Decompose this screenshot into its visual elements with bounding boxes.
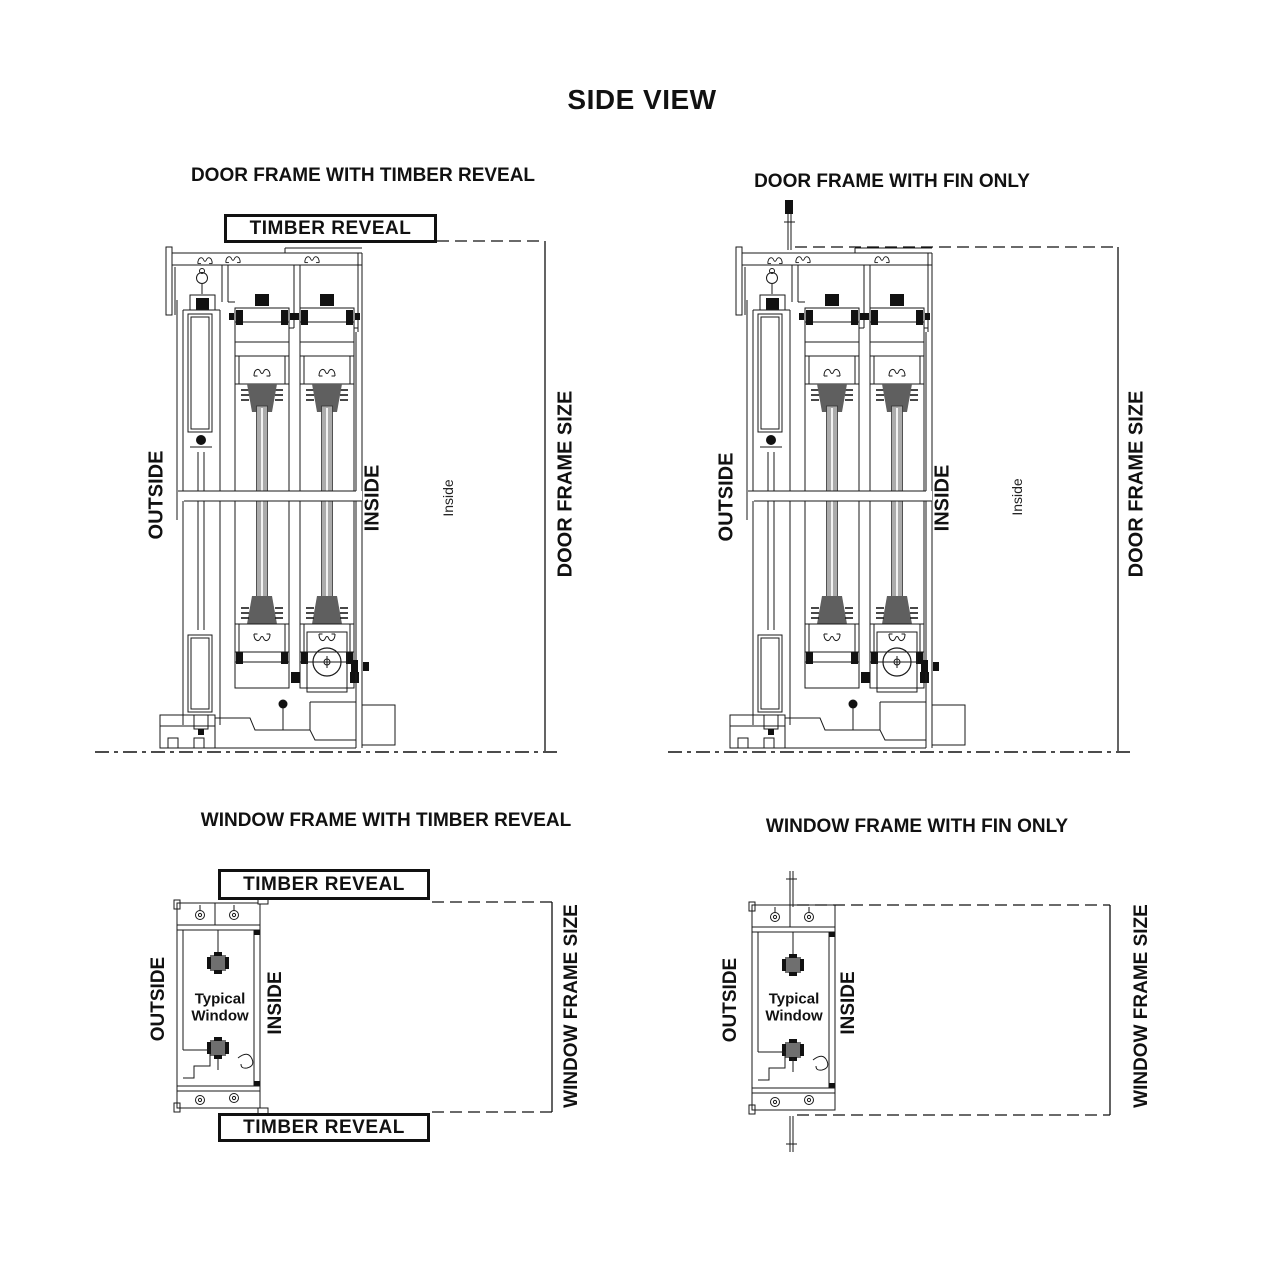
door-timber-inside-label: INSIDE bbox=[361, 464, 384, 532]
window-timber-outside-label: OUTSIDE bbox=[148, 956, 169, 1042]
door-timber-reveal-box: TIMBER REVEAL bbox=[224, 214, 437, 243]
window-timber-reveal-box-top: TIMBER REVEAL bbox=[218, 869, 430, 900]
door-fin-heading: DOOR FRAME WITH FIN ONLY bbox=[754, 171, 1030, 192]
door-fin-inside-annotation: Inside bbox=[1009, 478, 1025, 516]
door-fin-inside-label: INSIDE bbox=[931, 464, 954, 532]
door-fin-dimension-label: DOOR FRAME SIZE bbox=[1125, 390, 1148, 578]
window-timber-dimension-label: WINDOW FRAME SIZE bbox=[561, 904, 582, 1108]
door-timber-dimension-label: DOOR FRAME SIZE bbox=[554, 390, 577, 578]
door-timber-outside-label: OUTSIDE bbox=[145, 450, 168, 540]
window-fin-dimension-label: WINDOW FRAME SIZE bbox=[1131, 904, 1152, 1108]
window-fin-typical-window-note: Typical Window bbox=[765, 990, 823, 1024]
window-timber-inside-label: INSIDE bbox=[265, 971, 286, 1035]
window-timber-heading: WINDOW FRAME WITH TIMBER REVEAL bbox=[200, 810, 572, 831]
page-title: SIDE VIEW bbox=[567, 84, 717, 115]
window-timber-reveal-box-bottom: TIMBER REVEAL bbox=[218, 1113, 430, 1142]
door-timber-inside-annotation: Inside bbox=[440, 479, 456, 517]
window-fin-outside-label: OUTSIDE bbox=[720, 957, 741, 1043]
window-timber-typical-window-note: Typical Window bbox=[191, 990, 249, 1024]
window-fin-heading: WINDOW FRAME WITH FIN ONLY bbox=[765, 816, 1069, 837]
door-timber-heading: DOOR FRAME WITH TIMBER REVEAL bbox=[190, 165, 536, 186]
door-fin-outside-label: OUTSIDE bbox=[715, 452, 738, 542]
window-fin-inside-label: INSIDE bbox=[838, 971, 859, 1035]
